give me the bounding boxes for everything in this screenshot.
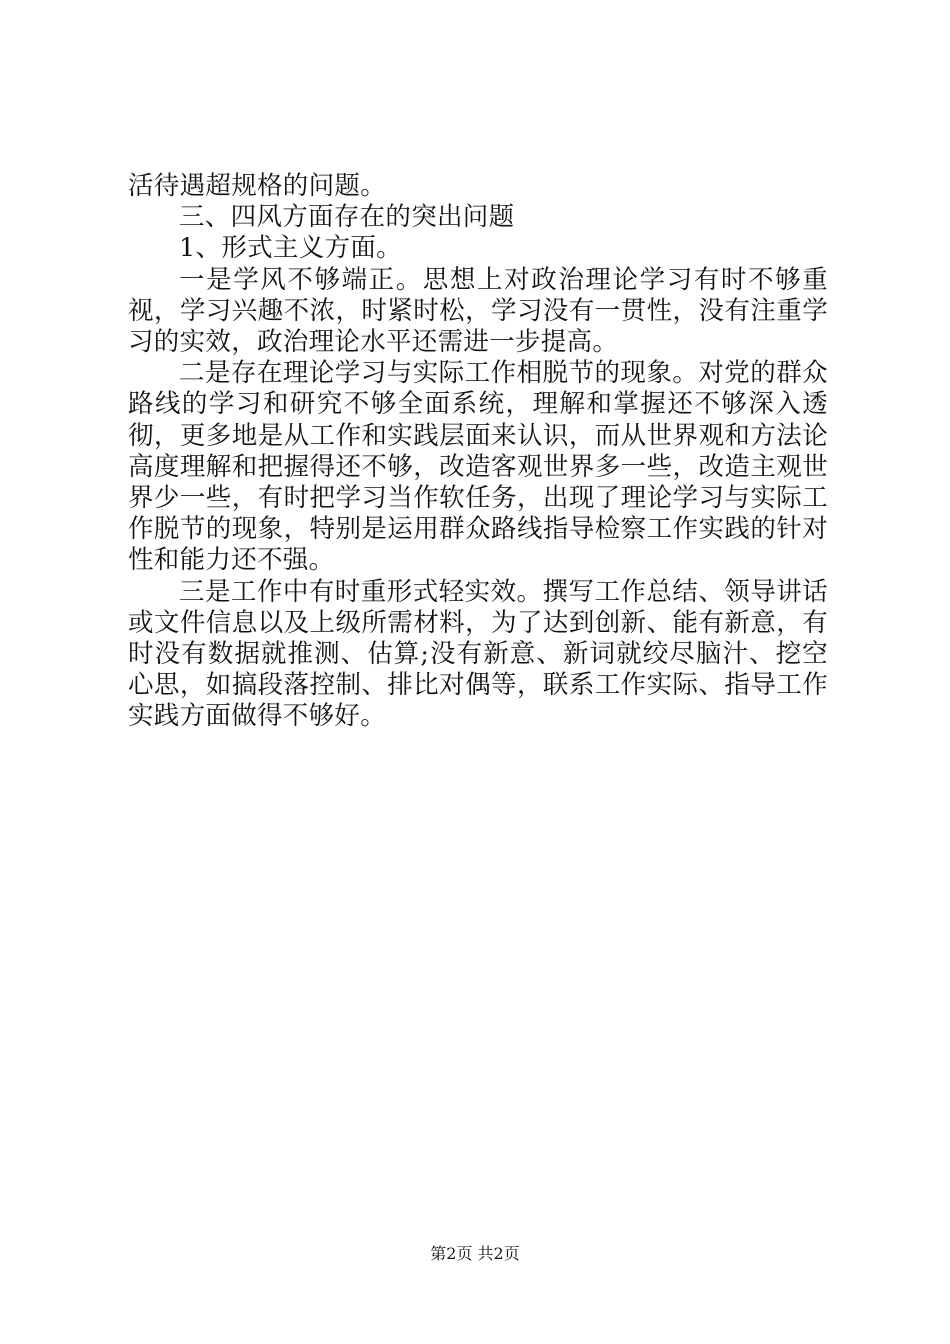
paragraph-1: 一是学风不够端正。思想上对政治理论学习有时不够重视，学习兴趣不浓，时紧时松，学习没有一贯性，没有注重学习的实效，政治理论水平还需进一步提高。: [128, 264, 828, 358]
paragraph-2: 二是存在理论学习与实际工作相脱节的现象。对党的群众路线的学习和研究不够全面系统，理解和掌握还不够深入透彻，更多地是从工作和实践层面来认识，而从世界观和方法论高度理解和把握得还不够，改造客观世界多一些，改造主观世界少一些，有时把学习当作软任务，出现了理论学习与实际工作脱节的现象，特别是运用群众路线指导检察工作实践的针对性和能力还不强。: [128, 358, 828, 576]
subsection-heading: 1、形式主义方面。: [179, 233, 402, 264]
page-number-footer: 第2页 共2页: [430, 1244, 520, 1263]
section-heading: 三、四风方面存在的突出问题: [179, 202, 515, 233]
paragraph-continuation: 活待遇超规格的问题。: [128, 171, 387, 201]
paragraph-3: 三是工作中有时重形式轻实效。撰写工作总结、领导讲话或文件信息以及上级所需材料，为了达到创新、能有新意，有时没有数据就推测、估算;没有新意、新词就绞尽脑汁、挖空心思，如搞段落控制、排比对偶等，联系工作实际、指导工作实践方面做得不够好。: [128, 576, 828, 732]
document-body: [128, 171, 828, 733]
